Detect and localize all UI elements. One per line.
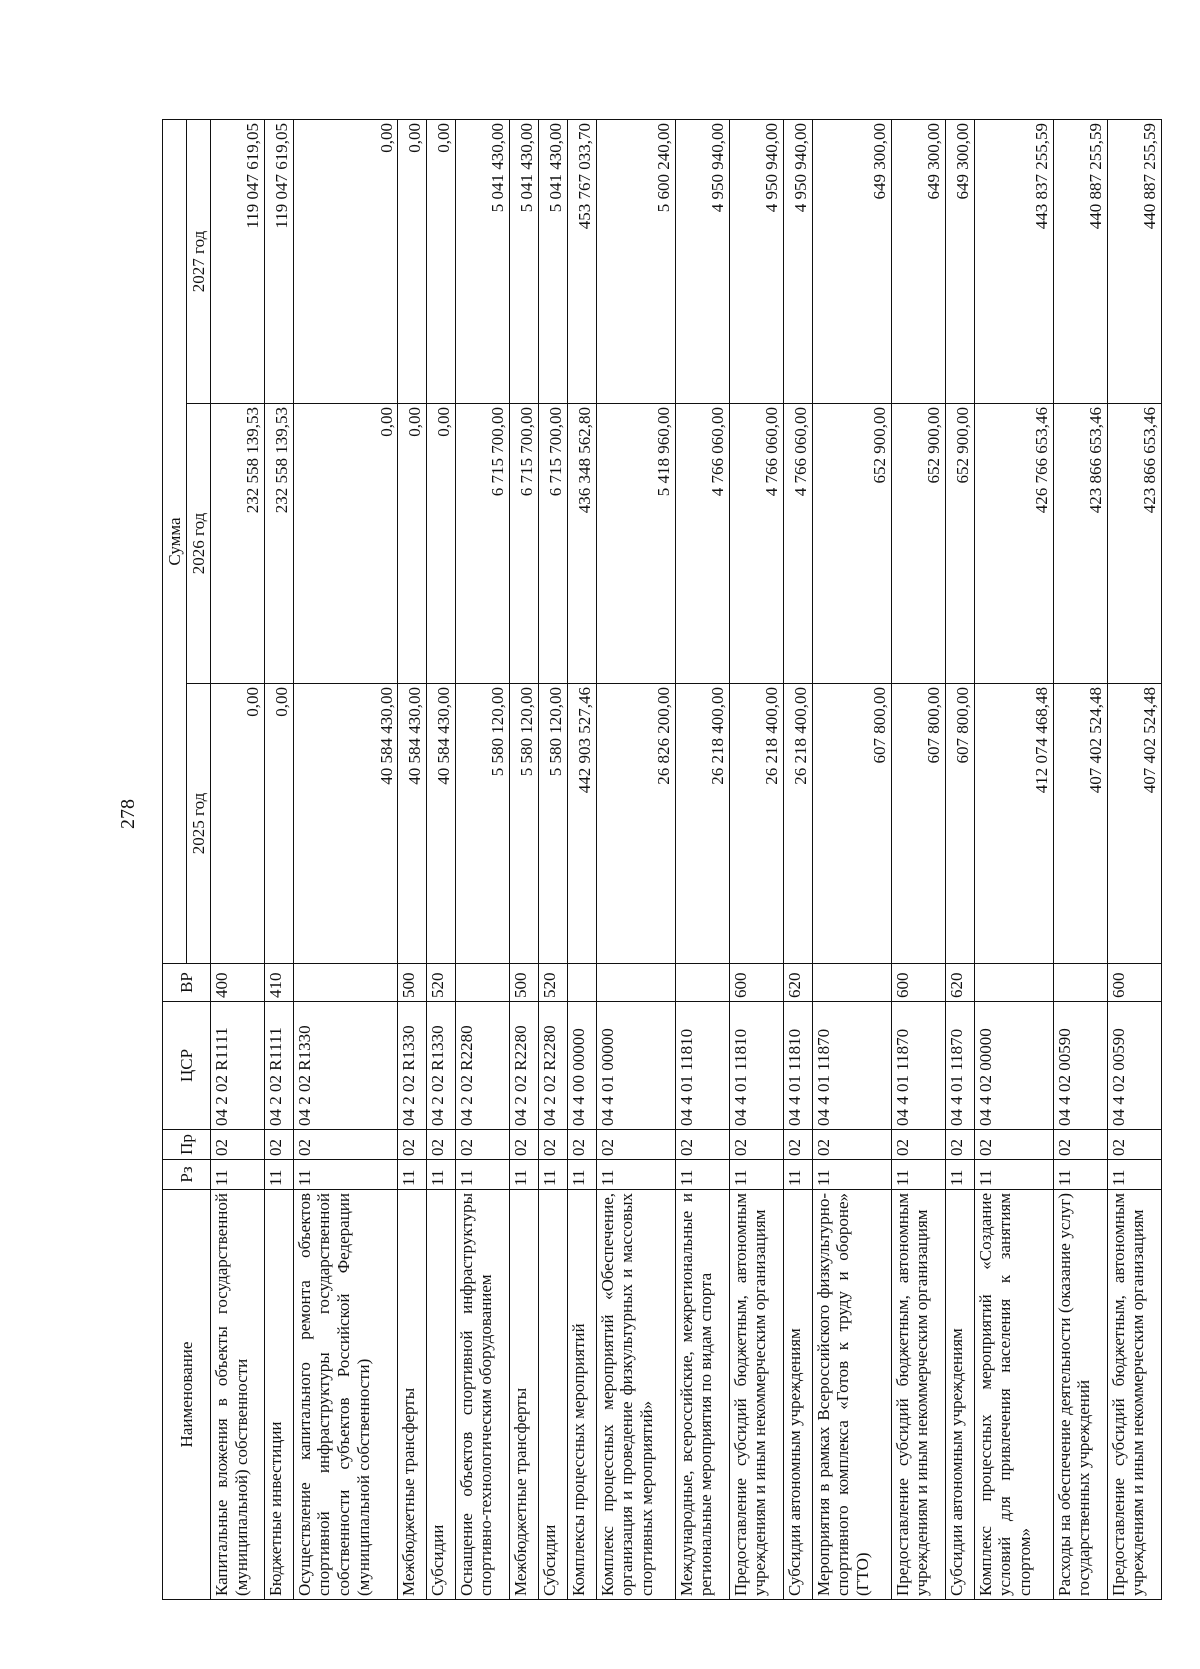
row-name-cell: Мероприятия в рамках Всероссийского физкультурно-спортивного комплекса «Готов к труду и обороне» (ГТО) [812, 1190, 891, 1600]
row-2026-value: 423 866 653,46 [1107, 404, 1161, 684]
row-vr-cell: 620 [945, 964, 974, 1002]
row-2026-value: 232 558 139,53 [211, 404, 265, 684]
table-row [783, 119, 812, 1599]
row-name-cell: Субсидии автономным учреждениям [945, 1190, 974, 1600]
row-vr-cell [812, 964, 891, 1002]
row-2027-value: 0,00 [293, 119, 397, 403]
row-csr-cell: 04 4 02 00590 [1107, 1002, 1161, 1130]
row-2026-value: 652 900,00 [812, 404, 891, 684]
row-name-cell: Оснащение объектов спортивной инфраструктуры спортивно-технологическим оборудованием [455, 1190, 509, 1600]
row-2025-value: 40 584 430,00 [293, 684, 397, 964]
row-name-cell: Осуществление капитального ремонта объектов спортивной инфраструктуры государственной собственности субъектов Российской Федерации (муниципальной собственности) [293, 1190, 397, 1600]
row-2025-value: 407 402 524,48 [1107, 684, 1161, 964]
row-pr-cell: 02 [812, 1130, 891, 1160]
rotated-table-frame [162, 120, 1162, 1600]
row-2025-value: 5 580 120,00 [538, 684, 567, 964]
row-2027-value: 5 041 430,00 [538, 119, 567, 403]
row-vr-cell: 520 [538, 964, 567, 1002]
row-rz-cell: 11 [567, 1160, 596, 1190]
row-rz-cell: 11 [675, 1160, 729, 1190]
row-csr-cell: 04 4 02 00000 [974, 1002, 1053, 1130]
row-2026-value: 652 900,00 [945, 404, 974, 684]
table-row [596, 119, 675, 1599]
row-csr-cell: 04 4 01 11870 [891, 1002, 945, 1130]
row-2026-value: 652 900,00 [891, 404, 945, 684]
row-vr-cell: 620 [783, 964, 812, 1002]
row-rz-cell: 11 [455, 1160, 509, 1190]
row-2025-value: 607 800,00 [812, 684, 891, 964]
row-csr-cell: 04 2 02 R2280 [455, 1002, 509, 1130]
row-2025-value: 26 826 200,00 [596, 684, 675, 964]
row-2026-value: 5 418 960,00 [596, 404, 675, 684]
row-vr-cell: 410 [265, 964, 294, 1002]
row-csr-cell: 04 2 02 R1330 [398, 1002, 427, 1130]
row-pr-cell: 02 [783, 1130, 812, 1160]
header-2027: 2027 год [187, 119, 211, 403]
row-vr-cell [455, 964, 509, 1002]
row-2025-value: 40 584 430,00 [427, 684, 456, 964]
row-2027-value: 5 041 430,00 [455, 119, 509, 403]
row-2025-value: 407 402 524,48 [1053, 684, 1107, 964]
row-2027-value: 4 950 940,00 [675, 119, 729, 403]
row-2027-value: 5 600 240,00 [596, 119, 675, 403]
row-csr-cell: 04 4 01 11810 [675, 1002, 729, 1130]
row-2026-value: 0,00 [398, 404, 427, 684]
header-sum: Сумма [163, 119, 187, 963]
table-row [1053, 119, 1107, 1599]
row-2026-value: 6 715 700,00 [509, 404, 538, 684]
row-2027-value: 5 041 430,00 [509, 119, 538, 403]
row-rz-cell: 11 [538, 1160, 567, 1190]
header-name: Наименование [163, 1190, 211, 1600]
row-rz-cell: 11 [596, 1160, 675, 1190]
row-vr-cell: 600 [891, 964, 945, 1002]
row-pr-cell: 02 [427, 1130, 456, 1160]
row-pr-cell: 02 [398, 1130, 427, 1160]
table-header [163, 119, 211, 1599]
row-rz-cell: 11 [945, 1160, 974, 1190]
row-rz-cell: 11 [974, 1160, 1053, 1190]
table-row [538, 119, 567, 1599]
row-pr-cell: 02 [567, 1130, 596, 1160]
row-2025-value: 40 584 430,00 [398, 684, 427, 964]
row-pr-cell: 02 [293, 1130, 397, 1160]
row-2026-value: 0,00 [293, 404, 397, 684]
row-name-cell: Предоставление субсидий бюджетным, автономным учреждениям и иным некоммерческим организациям [729, 1190, 783, 1600]
row-name-cell: Расходы на обеспечение деятельности (оказание услуг) государственных учреждений [1053, 1190, 1107, 1600]
row-csr-cell: 04 4 01 11870 [812, 1002, 891, 1130]
row-csr-cell: 04 4 01 11870 [945, 1002, 974, 1130]
row-vr-cell [596, 964, 675, 1002]
row-rz-cell: 11 [293, 1160, 397, 1190]
row-vr-cell [567, 964, 596, 1002]
row-2026-value: 0,00 [427, 404, 456, 684]
table-body [211, 119, 1162, 1599]
row-2026-value: 426 766 653,46 [974, 404, 1053, 684]
table-row [1107, 119, 1161, 1599]
row-csr-cell: 04 2 02 R1111 [265, 1002, 294, 1130]
row-2025-value: 607 800,00 [891, 684, 945, 964]
row-name-cell: Комплексы процессных мероприятий [567, 1190, 596, 1600]
row-csr-cell: 04 2 02 R2280 [538, 1002, 567, 1130]
table-row [891, 119, 945, 1599]
row-pr-cell: 02 [1053, 1130, 1107, 1160]
row-2025-value: 442 903 527,46 [567, 684, 596, 964]
row-pr-cell: 02 [538, 1130, 567, 1160]
table-row [211, 119, 265, 1599]
row-name-cell: Субсидии [427, 1190, 456, 1600]
row-rz-cell: 11 [729, 1160, 783, 1190]
header-2025: 2025 год [187, 684, 211, 964]
row-rz-cell: 11 [1053, 1160, 1107, 1190]
row-rz-cell: 11 [265, 1160, 294, 1190]
header-csr: ЦСР [163, 1002, 211, 1130]
row-2025-value: 26 218 400,00 [783, 684, 812, 964]
row-vr-cell [293, 964, 397, 1002]
row-2025-value: 412 074 468,48 [974, 684, 1053, 964]
row-2027-value: 119 047 619,05 [265, 119, 294, 403]
row-pr-cell: 02 [596, 1130, 675, 1160]
row-name-cell: Предоставление субсидий бюджетным, автономным учреждениям и иным некоммерческим организациям [891, 1190, 945, 1600]
row-vr-cell [675, 964, 729, 1002]
row-2025-value: 0,00 [265, 684, 294, 964]
table-row [509, 119, 538, 1599]
row-rz-cell: 11 [783, 1160, 812, 1190]
row-2026-value: 436 348 562,80 [567, 404, 596, 684]
row-rz-cell: 11 [427, 1160, 456, 1190]
header-2026: 2026 год [187, 404, 211, 684]
row-2025-value: 5 580 120,00 [455, 684, 509, 964]
row-csr-cell: 04 2 02 R1330 [293, 1002, 397, 1130]
table-row [974, 119, 1053, 1599]
row-vr-cell: 600 [729, 964, 783, 1002]
row-pr-cell: 02 [211, 1130, 265, 1160]
row-2025-value: 26 218 400,00 [675, 684, 729, 964]
rotated-table-container [162, 120, 1162, 1600]
row-pr-cell: 02 [945, 1130, 974, 1160]
row-vr-cell: 500 [398, 964, 427, 1002]
row-rz-cell: 11 [509, 1160, 538, 1190]
row-rz-cell: 11 [812, 1160, 891, 1190]
row-2027-value: 440 887 255,59 [1053, 119, 1107, 403]
row-csr-cell: 04 4 00 00000 [567, 1002, 596, 1130]
row-vr-cell: 400 [211, 964, 265, 1002]
row-csr-cell: 04 4 01 11810 [729, 1002, 783, 1130]
table-row [729, 119, 783, 1599]
row-2026-value: 4 766 060,00 [729, 404, 783, 684]
row-pr-cell: 02 [1107, 1130, 1161, 1160]
row-name-cell: Международные, всероссийские, межрегиональные и региональные мероприятия по видам спорта [675, 1190, 729, 1600]
header-pr: Пр [163, 1130, 211, 1160]
row-2027-value: 649 300,00 [812, 119, 891, 403]
table-row [675, 119, 729, 1599]
row-name-cell: Капитальные вложения в объекты государственной (муниципальной) собственности [211, 1190, 265, 1600]
table-row [398, 119, 427, 1599]
row-pr-cell: 02 [675, 1130, 729, 1160]
row-2027-value: 649 300,00 [945, 119, 974, 403]
table-row [945, 119, 974, 1599]
row-2026-value: 4 766 060,00 [675, 404, 729, 684]
row-vr-cell: 520 [427, 964, 456, 1002]
row-rz-cell: 11 [1107, 1160, 1161, 1190]
row-name-cell: Межбюджетные трансферты [509, 1190, 538, 1600]
row-name-cell: Межбюджетные трансферты [398, 1190, 427, 1600]
header-rz: Рз [163, 1160, 211, 1190]
row-2027-value: 0,00 [398, 119, 427, 403]
row-name-cell: Субсидии [538, 1190, 567, 1600]
row-2025-value: 5 580 120,00 [509, 684, 538, 964]
page-number: 278 [117, 799, 139, 829]
row-pr-cell: 02 [974, 1130, 1053, 1160]
row-pr-cell: 02 [729, 1130, 783, 1160]
table-row [455, 119, 509, 1599]
row-csr-cell: 04 4 01 11810 [783, 1002, 812, 1130]
row-2025-value: 607 800,00 [945, 684, 974, 964]
row-vr-cell [1053, 964, 1107, 1002]
row-pr-cell: 02 [265, 1130, 294, 1160]
row-csr-cell: 04 4 02 00590 [1053, 1002, 1107, 1130]
row-name-cell: Предоставление субсидий бюджетным, автономным учреждениям и иным некоммерческим организациям [1107, 1190, 1161, 1600]
row-rz-cell: 11 [398, 1160, 427, 1190]
row-2026-value: 6 715 700,00 [538, 404, 567, 684]
row-name-cell: Субсидии автономным учреждениям [783, 1190, 812, 1600]
row-pr-cell: 02 [509, 1130, 538, 1160]
row-vr-cell: 500 [509, 964, 538, 1002]
row-2027-value: 119 047 619,05 [211, 119, 265, 403]
row-name-cell: Комплекс процессных мероприятий «Создание условий для привлечения населения к занятиям спортом» [974, 1190, 1053, 1600]
row-2025-value: 26 218 400,00 [729, 684, 783, 964]
row-2027-value: 440 887 255,59 [1107, 119, 1161, 403]
row-name-cell: Комплекс процессных мероприятий «Обеспечение, организация и проведение физкультурных и массовых спортивных мероприятий» [596, 1190, 675, 1600]
table-row [265, 119, 294, 1599]
row-vr-cell [974, 964, 1053, 1002]
row-csr-cell: 04 2 02 R1111 [211, 1002, 265, 1130]
row-2027-value: 4 950 940,00 [729, 119, 783, 403]
table-row [293, 119, 397, 1599]
row-2027-value: 649 300,00 [891, 119, 945, 403]
row-pr-cell: 02 [455, 1130, 509, 1160]
row-vr-cell: 600 [1107, 964, 1161, 1002]
table-row [812, 119, 891, 1599]
row-name-cell: Бюджетные инвестиции [265, 1190, 294, 1600]
row-2027-value: 453 767 033,70 [567, 119, 596, 403]
row-2027-value: 0,00 [427, 119, 456, 403]
header-vr: ВР [163, 964, 211, 1002]
row-2025-value: 0,00 [211, 684, 265, 964]
row-rz-cell: 11 [891, 1160, 945, 1190]
row-2027-value: 4 950 940,00 [783, 119, 812, 403]
table-row [427, 119, 456, 1599]
budget-table [162, 119, 1162, 1600]
row-csr-cell: 04 4 01 00000 [596, 1002, 675, 1130]
row-rz-cell: 11 [211, 1160, 265, 1190]
row-2026-value: 6 715 700,00 [455, 404, 509, 684]
row-2027-value: 443 837 255,59 [974, 119, 1053, 403]
table-row [567, 119, 596, 1599]
row-pr-cell: 02 [891, 1130, 945, 1160]
row-csr-cell: 04 2 02 R1330 [427, 1002, 456, 1130]
row-2026-value: 232 558 139,53 [265, 404, 294, 684]
row-2026-value: 423 866 653,46 [1053, 404, 1107, 684]
row-2026-value: 4 766 060,00 [783, 404, 812, 684]
row-csr-cell: 04 2 02 R2280 [509, 1002, 538, 1130]
